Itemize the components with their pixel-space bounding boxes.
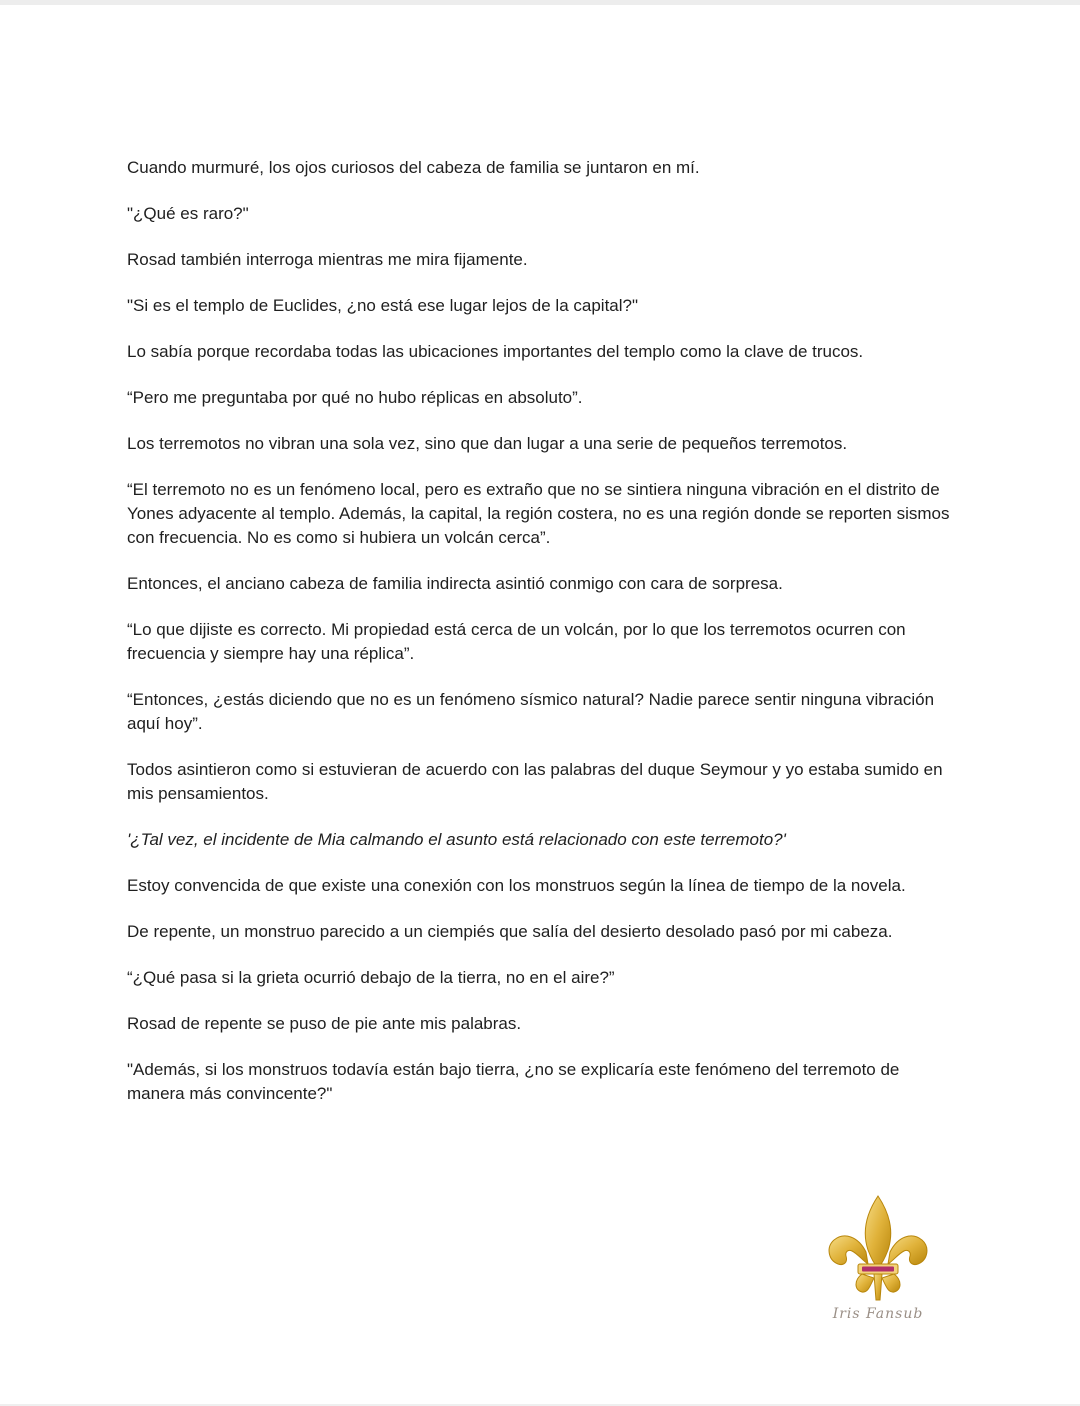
- paragraph: “Entonces, ¿estás diciendo que no es un fenómeno sísmico natural? Nadie parece sentir ninguna vibración aquí hoy”.: [127, 690, 935, 733]
- paragraph: “Lo que dijiste es correcto. Mi propiedad está cerca de un volcán, por lo que los terremotos ocurren con frecuencia y siempre hay una réplica”.: [127, 620, 906, 663]
- paragraph-italic-thought: '¿Tal vez, el incidente de Mia calmando el asunto está relacionado con este terremoto?': [127, 830, 786, 849]
- paragraph: Cuando murmuré, los ojos curiosos del cabeza de familia se juntaron en mí.: [127, 158, 700, 177]
- paragraph: “Pero me preguntaba por qué no hubo réplicas en absoluto”.: [127, 388, 583, 407]
- paragraph: "Si es el templo de Euclides, ¿no está ese lugar lejos de la capital?": [127, 296, 639, 315]
- top-border: [0, 0, 1080, 5]
- paragraph: Rosad de repente se puso de pie ante mis palabras.: [127, 1014, 522, 1033]
- paragraph: Los terremotos no vibran una sola vez, sino que dan lugar a una serie de pequeños terremotos.: [127, 434, 848, 453]
- paragraph: Lo sabía porque recordaba todas las ubicaciones importantes del templo como la clave de trucos.: [127, 342, 864, 361]
- fleur-de-lis-icon: [818, 1192, 938, 1304]
- paragraph: "¿Qué es raro?": [127, 204, 249, 223]
- watermark-logo: [818, 1192, 938, 1332]
- paragraph: Estoy convencida de que existe una conexión con los monstruos según la línea de tiempo de la novela.: [127, 876, 906, 895]
- document-page: [127, 156, 957, 1128]
- paragraph: Rosad también interroga mientras me mira fijamente.: [127, 250, 528, 269]
- paragraph: De repente, un monstruo parecido a un ciempiés que salía del desierto desolado pasó por mi cabeza.: [127, 922, 893, 941]
- paragraph: Todos asintieron como si estuvieran de acuerdo con las palabras del duque Seymour y yo estaba sumido en mis pensamientos.: [127, 760, 943, 803]
- paragraph: "Además, si los monstruos todavía están bajo tierra, ¿no se explicaría este fenómeno del terremoto de manera más convincente?": [127, 1060, 900, 1103]
- watermark-text: Iris Fansub: [832, 1306, 924, 1322]
- paragraph: “¿Qué pasa si la grieta ocurrió debajo de la tierra, no en el aire?”: [127, 968, 615, 987]
- paragraph: “El terremoto no es un fenómeno local, pero es extraño que no se sintiera ninguna vibración en el distrito de Yones adyacente al templo. Además, la capital, la región costera, no es una región donde se reporten sismos con frecuencia. No es como si hubiera un volcán cerca”.: [127, 480, 950, 547]
- paragraph: Entonces, el anciano cabeza de familia indirecta asintió conmigo con cara de sorpresa.: [127, 574, 783, 593]
